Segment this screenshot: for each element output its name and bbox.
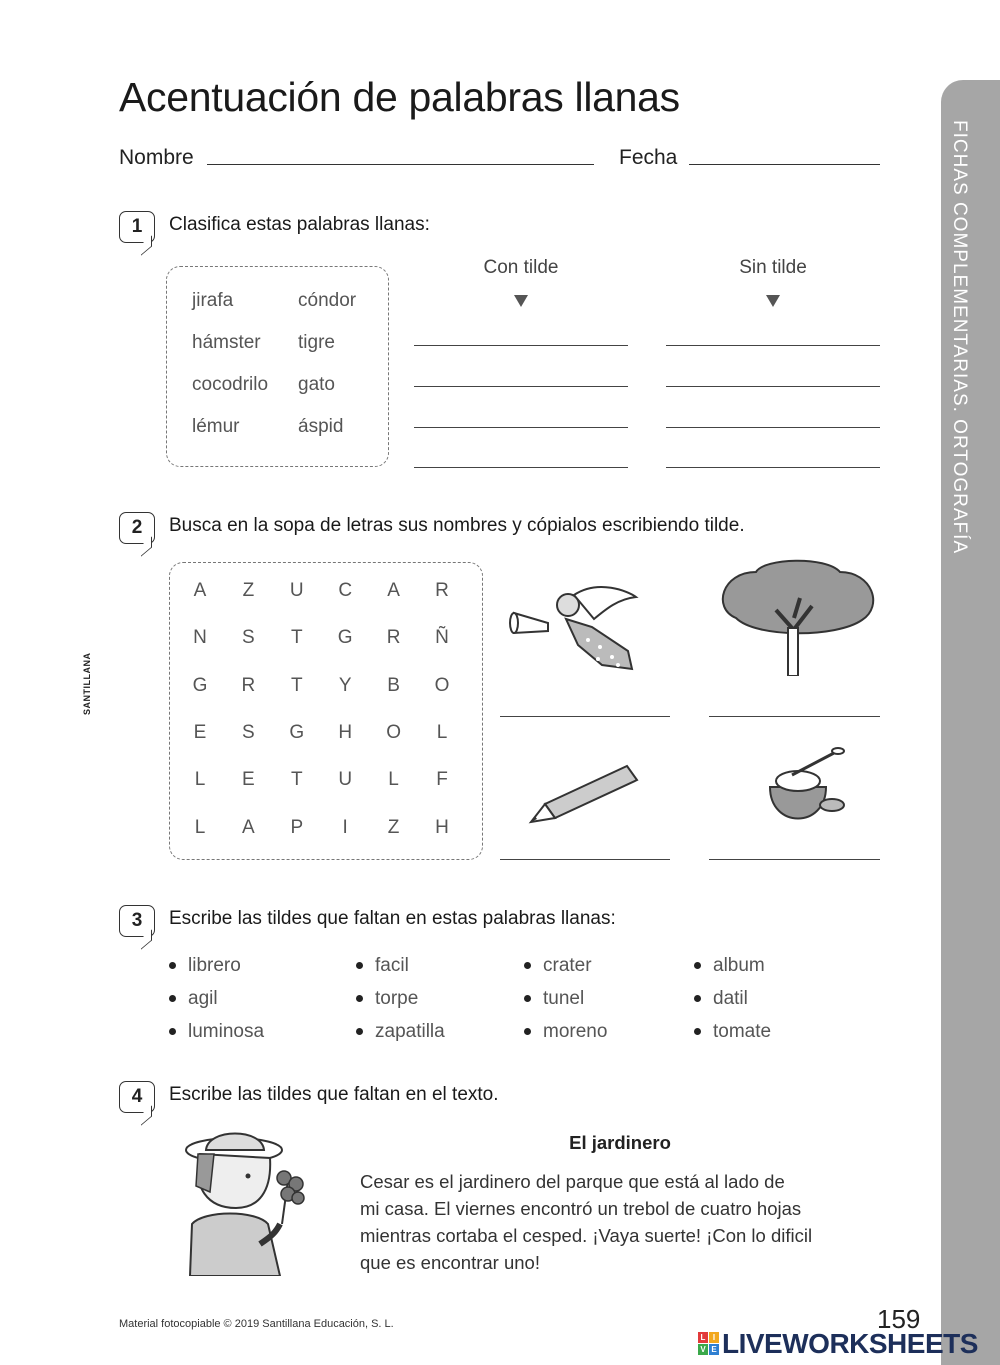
sugar-bowl-icon xyxy=(762,747,846,829)
side-tab-label: FICHAS COMPLEMENTARIAS. ORTOGRAFÍA xyxy=(949,120,970,555)
angel-icon xyxy=(508,585,648,680)
accent-word-text: facil xyxy=(375,955,409,976)
accent-word-text: crater xyxy=(543,955,592,976)
accent-word[interactable] xyxy=(356,955,409,977)
answer-line-tree[interactable] xyxy=(709,716,880,717)
accent-word[interactable] xyxy=(694,1021,771,1043)
accent-word[interactable] xyxy=(524,955,592,977)
grid-letter[interactable]: S xyxy=(242,627,255,649)
grid-letter[interactable]: Z xyxy=(387,816,400,838)
word-item: cocodrilo xyxy=(192,374,269,395)
accent-word[interactable] xyxy=(169,955,241,977)
grid-letter[interactable]: R xyxy=(241,674,256,696)
bullet-icon xyxy=(694,962,701,969)
grid-letter[interactable]: Z xyxy=(242,580,255,601)
pencil-icon xyxy=(527,762,641,826)
grid-letter[interactable]: E xyxy=(242,769,255,791)
accent-word-text: agil xyxy=(188,988,218,1009)
accent-word[interactable] xyxy=(356,1021,445,1043)
answer-line-with-accent-1[interactable] xyxy=(414,345,628,346)
answer-line-without-accent-4[interactable] xyxy=(666,467,880,468)
grid-letter[interactable]: R xyxy=(386,627,401,649)
accent-word-text: zapatilla xyxy=(375,1021,445,1042)
down-arrow-icon xyxy=(766,295,780,307)
word-item: jirafa xyxy=(192,290,234,311)
grid-letter[interactable]: L xyxy=(388,769,399,791)
accent-word[interactable] xyxy=(694,955,765,977)
column-header-without-accent: Sin tilde xyxy=(739,257,807,278)
tree-icon xyxy=(716,558,878,676)
gardener-illustration xyxy=(184,1128,314,1276)
publisher-label: SANTILLANA xyxy=(82,652,92,715)
liveworksheets-brand: LIVEWORKSHEETS xyxy=(722,1328,978,1359)
accent-word[interactable] xyxy=(356,988,418,1010)
accent-word-text: librero xyxy=(188,955,241,976)
grid-letter[interactable]: G xyxy=(337,627,353,649)
word-item: hámster xyxy=(192,332,261,353)
grid-letter[interactable]: C xyxy=(338,580,353,601)
grid-letter[interactable]: L xyxy=(436,721,448,743)
grid-letter[interactable]: I xyxy=(342,816,348,838)
story-line: mientras cortaba el cesped. ¡Vaya suerte! ¡Con lo dificil xyxy=(360,1225,813,1246)
bullet-icon xyxy=(356,995,363,1002)
accent-word[interactable] xyxy=(524,988,584,1010)
grid-letter[interactable]: Ñ xyxy=(435,627,449,649)
bullet-icon xyxy=(694,1028,701,1035)
grid-letter[interactable]: L xyxy=(194,816,206,838)
answer-line-without-accent-1[interactable] xyxy=(666,345,880,346)
grid-letter[interactable]: S xyxy=(242,721,255,743)
liveworksheets-logo-icon: L I V E xyxy=(698,1332,720,1356)
grid-letter[interactable]: U xyxy=(289,580,304,601)
grid-letter[interactable]: R xyxy=(435,580,449,601)
story-line: Cesar es el jardinero del parque que está al lado de xyxy=(360,1171,785,1192)
accent-word-text: album xyxy=(713,955,765,976)
bullet-icon xyxy=(524,995,531,1002)
column-header-with-accent: Con tilde xyxy=(483,257,559,278)
grid-letter[interactable]: O xyxy=(386,721,401,743)
down-arrow-icon xyxy=(514,295,528,307)
exercise-3-instruction: Escribe las tildes que faltan en estas palabras llanas: xyxy=(169,908,616,929)
exercise-number-1: 1 xyxy=(119,211,155,243)
accent-word[interactable] xyxy=(169,1021,264,1043)
story-line: mi casa. El viernes encontró un trebol de cuatro hojas xyxy=(360,1198,802,1219)
answer-line-with-accent-2[interactable] xyxy=(414,386,628,387)
grid-letter[interactable]: H xyxy=(338,721,353,743)
grid-letter[interactable]: L xyxy=(194,769,206,791)
date-field[interactable] xyxy=(689,164,880,165)
bullet-icon xyxy=(524,1028,531,1035)
bullet-icon xyxy=(524,962,531,969)
grid-letter[interactable]: H xyxy=(435,816,449,838)
bullet-icon xyxy=(356,962,363,969)
bullet-icon xyxy=(356,1028,363,1035)
accent-word[interactable] xyxy=(169,988,218,1010)
answer-line-with-accent-4[interactable] xyxy=(414,467,628,468)
word-search-box xyxy=(169,562,483,860)
grid-letter[interactable]: E xyxy=(193,721,207,743)
exercise-4-instruction: Escribe las tildes que faltan en el texto. xyxy=(169,1084,499,1105)
page-title: Acentuación de palabras llanas xyxy=(119,74,680,120)
grid-letter[interactable]: O xyxy=(434,674,450,696)
grid-letter[interactable]: T xyxy=(290,674,303,696)
accent-word-text: tomate xyxy=(713,1021,772,1042)
exercise-2-instruction: Busca en la sopa de letras sus nombres y cópialos escribiendo tilde. xyxy=(169,515,745,536)
page-number: 159 xyxy=(877,1304,921,1334)
story-title: El jardinero xyxy=(569,1132,671,1153)
exercise-number-2: 2 xyxy=(119,512,155,544)
answer-line-angel[interactable] xyxy=(500,716,670,717)
accent-word[interactable] xyxy=(694,988,748,1010)
grid-letter[interactable]: B xyxy=(387,674,400,696)
grid-letter[interactable]: T xyxy=(290,627,303,649)
accent-word-text: moreno xyxy=(543,1021,608,1042)
grid-letter[interactable]: P xyxy=(290,816,304,838)
exercise-number-3: 3 xyxy=(119,905,155,937)
name-label: Nombre xyxy=(119,146,194,169)
grid-letter[interactable]: A xyxy=(387,580,400,601)
grid-letter[interactable]: G xyxy=(192,674,208,696)
name-field[interactable] xyxy=(207,164,594,165)
accent-word-text: tunel xyxy=(543,988,585,1009)
date-label: Fecha xyxy=(619,146,678,169)
accent-word-text: luminosa xyxy=(188,1021,265,1042)
grid-letter[interactable]: A xyxy=(242,816,255,838)
grid-letter[interactable]: T xyxy=(290,769,303,791)
bullet-icon xyxy=(694,995,701,1002)
accent-word[interactable] xyxy=(524,1021,607,1043)
grid-letter[interactable]: Y xyxy=(338,674,352,696)
answer-line-without-accent-2[interactable] xyxy=(666,386,880,387)
bullet-icon xyxy=(169,995,176,1002)
exercise-number-4: 4 xyxy=(119,1081,155,1113)
word-item: cóndor xyxy=(298,290,357,311)
word-item: gato xyxy=(298,374,335,395)
copyright-notice: Material fotocopiable © 2019 Santillana Educación, S. L. xyxy=(119,1318,394,1330)
grid-letter[interactable]: F xyxy=(436,769,448,791)
word-item: lémur xyxy=(192,416,240,437)
answer-line-sugar[interactable] xyxy=(709,859,880,860)
grid-letter[interactable]: G xyxy=(289,721,305,743)
answer-line-without-accent-3[interactable] xyxy=(666,427,880,428)
bullet-icon xyxy=(169,1028,176,1035)
story-line: que es encontrar uno! xyxy=(360,1252,540,1273)
bullet-icon xyxy=(169,962,176,969)
word-item: tigre xyxy=(298,332,335,353)
accent-word-text: datil xyxy=(713,988,748,1009)
grid-letter[interactable]: A xyxy=(193,580,207,601)
answer-line-with-accent-3[interactable] xyxy=(414,427,628,428)
answer-line-pencil[interactable] xyxy=(500,859,670,860)
word-item: áspid xyxy=(298,416,344,437)
exercise-1-instruction: Clasifica estas palabras llanas: xyxy=(169,214,430,235)
accent-word-text: torpe xyxy=(375,988,419,1009)
grid-letter[interactable]: N xyxy=(193,627,207,649)
grid-letter[interactable]: U xyxy=(338,769,353,791)
